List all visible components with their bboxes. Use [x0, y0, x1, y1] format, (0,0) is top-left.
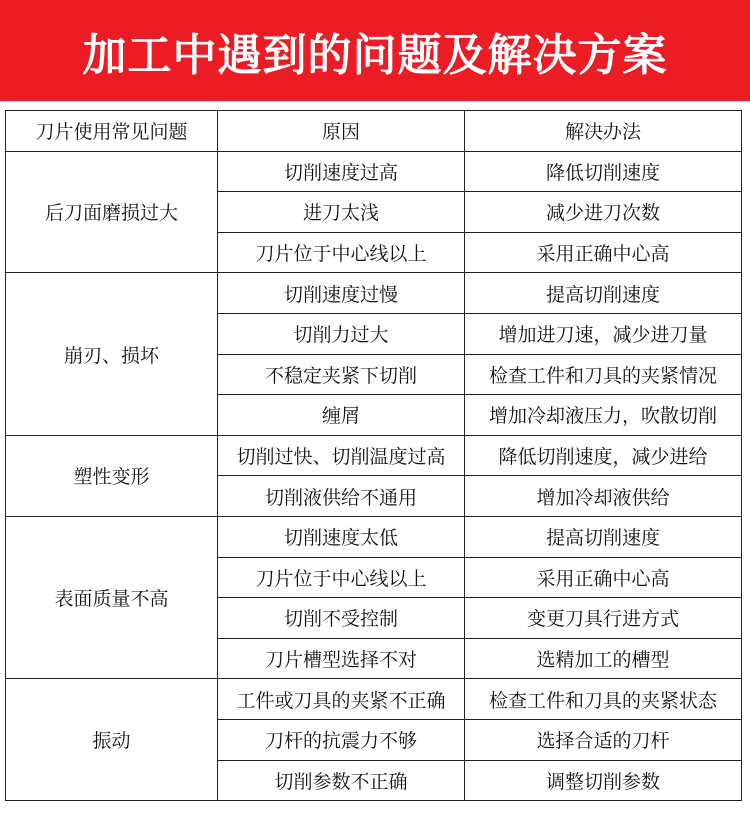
solution-cell: 选择合适的刀杆 [465, 719, 742, 760]
problem-cell: 崩刃、损坏 [6, 273, 218, 435]
solution-cell: 减少进刀次数 [465, 192, 742, 233]
cause-cell: 不稳定夹紧下切削 [218, 354, 465, 395]
table-header-row [6, 111, 742, 152]
cause-cell: 切削液供给不通用 [218, 476, 465, 517]
solution-cell: 增加冷却液供给 [465, 476, 742, 517]
cause-cell: 切削速度过慢 [218, 273, 465, 314]
cause-cell: 刀片位于中心线以上 [218, 557, 465, 598]
table-row [6, 151, 742, 192]
header-solution: 解决办法 [465, 111, 742, 152]
cause-cell: 切削参数不正确 [218, 760, 465, 801]
cause-cell: 切削速度太低 [218, 516, 465, 557]
table-row [6, 273, 742, 314]
table-row [6, 679, 742, 720]
cause-cell: 进刀太浅 [218, 192, 465, 233]
problem-solution-table [5, 110, 742, 801]
solution-cell: 选精加工的槽型 [465, 638, 742, 679]
cause-cell: 工件或刀具的夹紧不正确 [218, 679, 465, 720]
cause-cell: 刀片位于中心线以上 [218, 232, 465, 273]
solution-cell: 检查工件和刀具的夹紧情况 [465, 354, 742, 395]
cause-cell: 刀片槽型选择不对 [218, 638, 465, 679]
solution-cell: 采用正确中心高 [465, 557, 742, 598]
solution-cell: 增加冷却液压力，吹散切削 [465, 395, 742, 436]
cause-cell: 刀杆的抗震力不够 [218, 719, 465, 760]
solution-cell: 提高切削速度 [465, 516, 742, 557]
problem-cell: 后刀面磨损过大 [6, 151, 218, 273]
solution-cell: 降低切削速度，减少进给 [465, 435, 742, 476]
solution-cell: 检查工件和刀具的夹紧状态 [465, 679, 742, 720]
solution-cell: 采用正确中心高 [465, 232, 742, 273]
page-title: 加工中遇到的问题及解决方案 [82, 29, 668, 81]
table-row [6, 435, 742, 476]
header-problem: 刀片使用常见问题 [6, 111, 218, 152]
problem-cell: 振动 [6, 679, 218, 801]
solution-cell: 增加进刀速，减少进刀量 [465, 313, 742, 354]
header-cause: 原因 [218, 111, 465, 152]
cause-cell: 缠屑 [218, 395, 465, 436]
solution-cell: 提高切削速度 [465, 273, 742, 314]
solution-cell: 变更刀具行进方式 [465, 598, 742, 639]
page-title-banner [0, 0, 750, 101]
table-row [6, 516, 742, 557]
table-body [6, 151, 742, 801]
cause-cell: 切削不受控制 [218, 598, 465, 639]
problem-cell: 塑性变形 [6, 435, 218, 516]
problem-cell: 表面质量不高 [6, 516, 218, 678]
cause-cell: 切削过快、切削温度过高 [218, 435, 465, 476]
solution-cell: 降低切削速度 [465, 151, 742, 192]
solution-cell: 调整切削参数 [465, 760, 742, 801]
cause-cell: 切削速度过高 [218, 151, 465, 192]
cause-cell: 切削力过大 [218, 313, 465, 354]
